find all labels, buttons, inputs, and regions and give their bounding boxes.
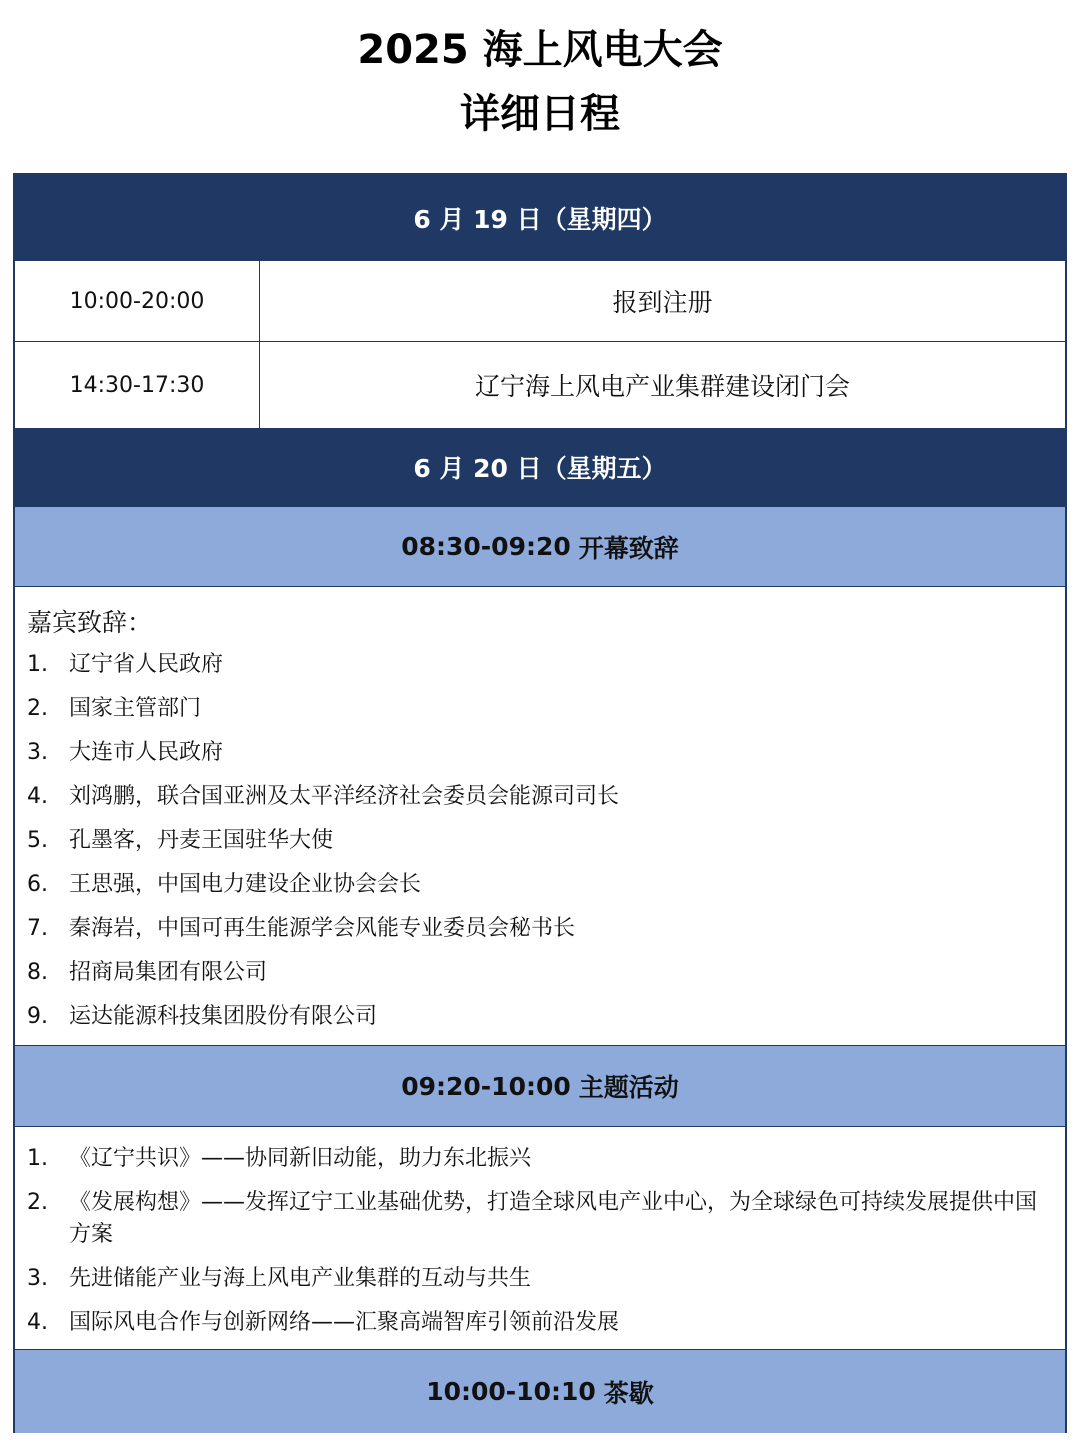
item-number: 1. bbox=[27, 652, 48, 677]
schedule-row bbox=[15, 342, 1065, 428]
session-header-tea-break bbox=[15, 1349, 1065, 1433]
page-title: 2025 海上风电大会 bbox=[357, 27, 723, 73]
session-time: 08:30-09:20 bbox=[401, 532, 571, 561]
item-number: 3. bbox=[27, 1266, 48, 1291]
schedule-table bbox=[13, 173, 1067, 1433]
session-name: 茶歇 bbox=[603, 1378, 654, 1408]
item-text: 先进储能产业与海上风电产业集群的互动与共生 bbox=[69, 1266, 532, 1291]
item-text: 招商局集团有限公司 bbox=[69, 960, 268, 985]
day-header-label: 6 月 20 日（星期五） bbox=[413, 454, 667, 483]
session-list-opening bbox=[15, 587, 1065, 1045]
day-header-june-20 bbox=[15, 428, 1065, 506]
day-header-label: 6 月 19 日（星期四） bbox=[413, 205, 667, 234]
schedule-row bbox=[15, 261, 1065, 342]
item-number: 9. bbox=[27, 1004, 48, 1029]
item-text: 《辽宁共识》——协同新旧动能，助力东北振兴 bbox=[69, 1146, 532, 1171]
item-number: 2. bbox=[27, 696, 48, 721]
item-text: 秦海岩，中国可再生能源学会风能专业委员会秘书长 bbox=[69, 916, 576, 941]
session-time: 10:00-10:10 bbox=[426, 1377, 596, 1406]
item-text: 《发展构想》——发挥辽宁工业基础优势，打造全球风电产业中心，为全球绿色可持续发展提供中国方案 bbox=[69, 1190, 1038, 1247]
session-time: 09:20-10:00 bbox=[401, 1071, 571, 1101]
guest-speech-label: 嘉宾致辞： bbox=[27, 608, 153, 637]
item-text: 国家主管部门 bbox=[69, 696, 202, 721]
time-cell: 10:00-20:00 bbox=[15, 261, 260, 341]
event-cell: 报到注册 bbox=[612, 288, 713, 317]
session-name: 主题活动 bbox=[578, 1073, 679, 1102]
item-text: 大连市人民政府 bbox=[69, 740, 224, 765]
session-list-theme bbox=[15, 1127, 1065, 1349]
item-number: 2. bbox=[27, 1190, 48, 1215]
page-subtitle: 详细日程 bbox=[460, 91, 620, 137]
item-number: 6. bbox=[27, 872, 48, 897]
item-text: 王思强，中国电力建设企业协会会长 bbox=[69, 872, 422, 897]
item-text: 孔墨客，丹麦王国驻华大使 bbox=[69, 828, 334, 853]
event-cell: 辽宁海上风电产业集群建设闭门会 bbox=[474, 372, 850, 401]
session-header-opening bbox=[15, 506, 1065, 587]
session-header-theme bbox=[15, 1045, 1065, 1127]
item-number: 4. bbox=[27, 1310, 48, 1335]
time-cell: 14:30-17:30 bbox=[15, 342, 260, 428]
item-number: 3. bbox=[27, 740, 48, 765]
item-text: 刘鸿鹏，联合国亚洲及太平洋经济社会委员会能源司司长 bbox=[69, 784, 620, 809]
item-number: 5. bbox=[27, 828, 48, 853]
item-text: 辽宁省人民政府 bbox=[69, 652, 224, 677]
item-number: 1. bbox=[27, 1146, 48, 1171]
item-text: 运达能源科技集团股份有限公司 bbox=[69, 1004, 378, 1029]
item-text: 国际风电合作与创新网络——汇聚高端智库引领前沿发展 bbox=[69, 1310, 620, 1335]
item-number: 7. bbox=[27, 916, 48, 941]
day-header-june-19 bbox=[15, 175, 1065, 261]
item-number: 8. bbox=[27, 960, 48, 985]
session-name: 开幕致辞 bbox=[578, 533, 679, 563]
item-number: 4. bbox=[27, 784, 48, 809]
